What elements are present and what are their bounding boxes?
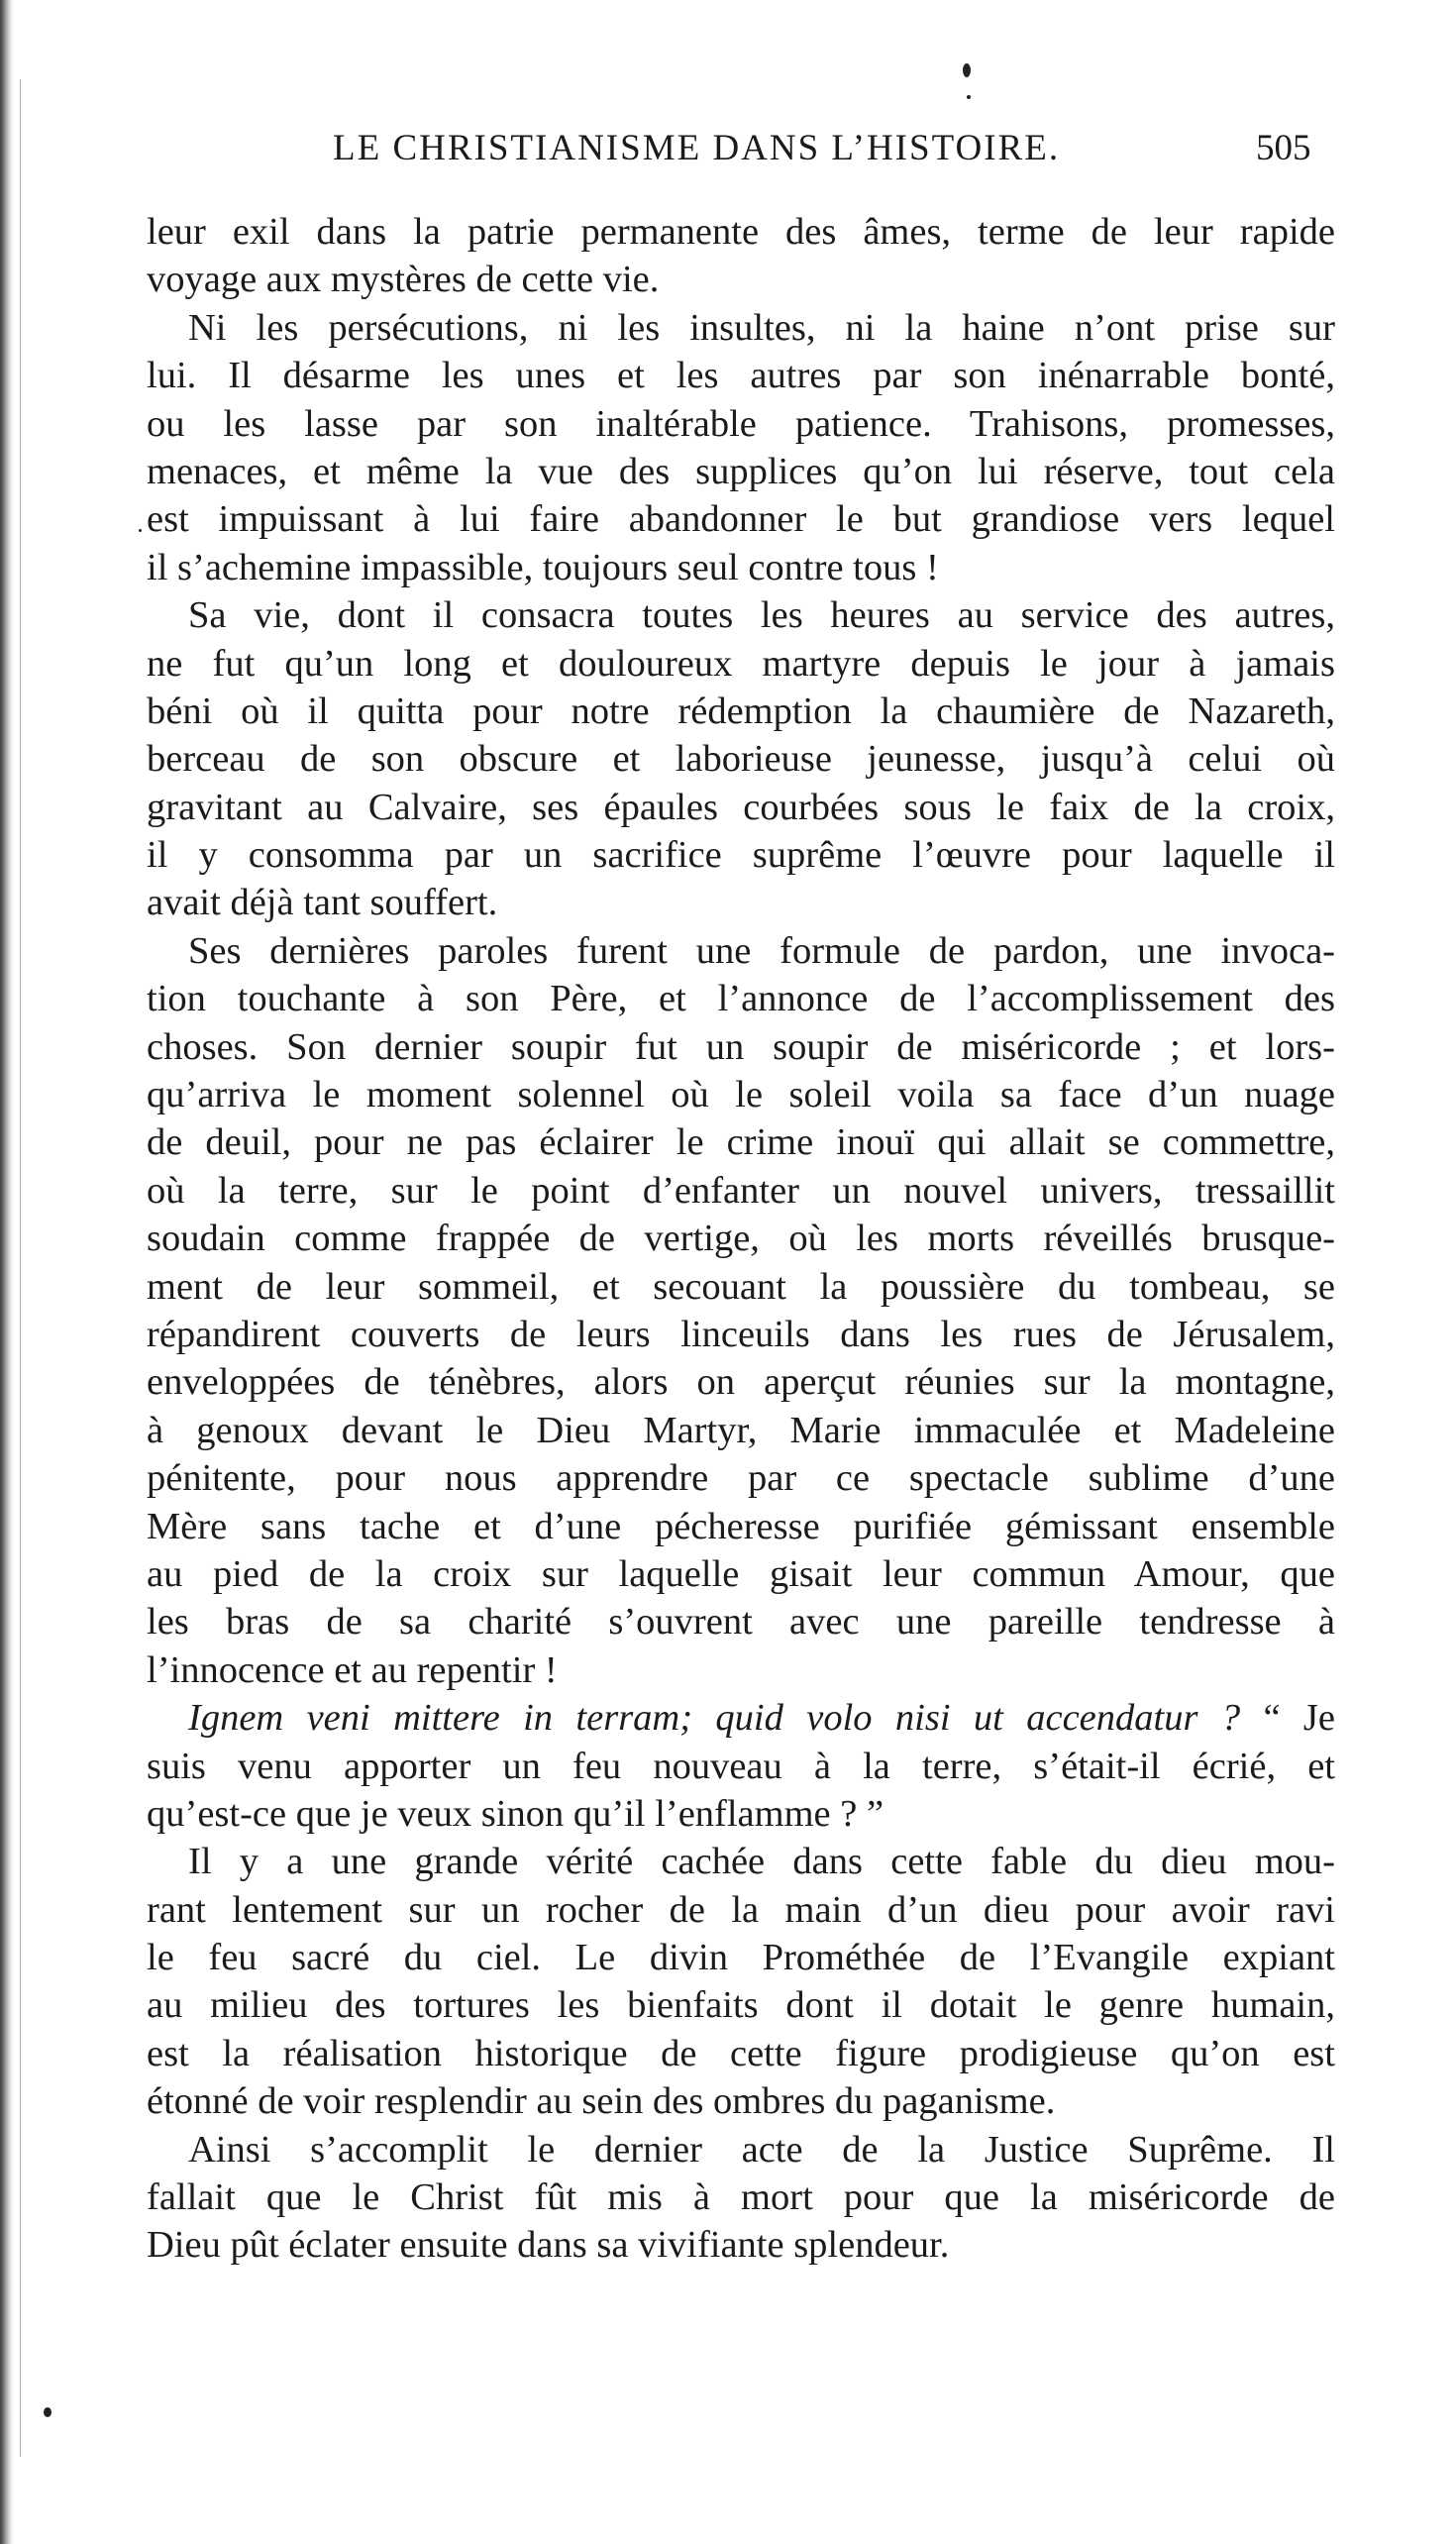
text-line: qu’arriva le moment solennel où le soleil voila sa face d’un nuage <box>147 1074 1335 1116</box>
text-line: Ni les persécutions, ni les insultes, ni la haine n’ont prise sur <box>188 306 1335 349</box>
text-line: Dieu pût éclater ensuite dans sa vivifiante splendeur. <box>147 2224 950 2267</box>
text-line: menaces, et même la vue des supplices qu’on lui réserve, tout cela <box>147 450 1335 492</box>
text-line: ment de leur sommeil, et secouant la poussière du tombeau, se <box>147 1265 1335 1308</box>
text-line: lui. Il désarme les unes et les autres par son inénarrable bonté, <box>147 355 1335 397</box>
text-line: Mère sans tache et d’une pécheresse purifiée gémissant ensemble <box>147 1505 1335 1547</box>
text-line: berceau de son obscure et laborieuse jeunesse, jusqu’à celui où <box>147 738 1335 781</box>
text-line: qu’est-ce que je veux sinon qu’il l’enflamme ? ” <box>147 1792 884 1835</box>
text-line: choses. Son dernier soupir fut un soupir de miséricorde ; et lors- <box>147 1025 1335 1068</box>
text-line: il s’achemine impassible, toujours seul contre tous ! <box>147 546 939 588</box>
text-line: pénitente, pour nous apprendre par ce spectacle sublime d’une <box>147 1457 1335 1500</box>
ink-speck <box>139 529 142 532</box>
text-line: il y consomma par un sacrifice suprême l’œuvre pour laquelle il <box>147 834 1335 877</box>
text-line: ne fut qu’un long et douloureux martyre depuis le jour à jamais <box>147 642 1335 685</box>
text-line: ou les lasse par son inaltérable patience. Trahisons, promesses, <box>147 402 1335 445</box>
text-line: béni où il quitta pour notre rédemption la chaumière de Nazareth, <box>147 689 1335 732</box>
text-line: soudain comme frappée de vertige, où les morts réveillés brusque- <box>147 1218 1335 1260</box>
binding-edge-line <box>20 79 21 2457</box>
text-line: où la terre, sur le point d’enfanter un nouvel univers, tressaillit <box>147 1169 1335 1212</box>
running-header <box>147 127 1335 182</box>
text-line: suis venu apporter un feu nouveau à la terre, s’était-il écrié, et <box>147 1745 1335 1787</box>
text-line: Ainsi s’accomplit le dernier acte de la Justice Suprême. Il <box>188 2128 1335 2171</box>
text-line: le feu sacré du ciel. Le divin Prométhée de l’Evangile expiant <box>147 1937 1335 1979</box>
text-line: fallait que le Christ fût mis à mort pour que la miséricorde de <box>147 2176 1335 2219</box>
text-line: répandirent couverts de leurs linceuils dans les rues de Jérusalem, <box>147 1313 1335 1355</box>
text-line: est impuissant à lui faire abandonner le but grandiose vers lequel <box>147 498 1335 541</box>
text-line: est la réalisation historique de cette figure prodigieuse qu’on est <box>147 2032 1335 2074</box>
running-title: LE CHRISTIANISME DANS L’HISTOIRE. <box>333 128 1061 168</box>
text-line: Il y a une grande vérité cachée dans cette fable du dieu mou- <box>188 1841 1335 1883</box>
ink-speck <box>44 2407 52 2417</box>
text-line: au pied de la croix sur laquelle gisait leur commun Amour, que <box>147 1552 1335 1595</box>
text-line: enveloppées de ténèbres, alors on aperçut réunies sur la montagne, <box>147 1361 1335 1404</box>
binding-shadow <box>0 0 14 2544</box>
text-line: au milieu des tortures les bienfaits dont il dotait le genre humain, <box>147 1984 1335 2027</box>
text-line: Sa vie, dont il consacra toutes les heures au service des autres, <box>188 594 1335 637</box>
text-line: les bras de sa charité s’ouvrent avec une pareille tendresse à <box>147 1601 1335 1643</box>
text-line: étonné de voir resplendir au sein des ombres du paganisme. <box>147 2080 1056 2123</box>
latin-quote-line <box>147 1694 1335 1742</box>
text-line: de deuil, pour ne pas éclairer le crime inouï qui allait se commettre, <box>147 1121 1335 1164</box>
latin-quote: Ignem veni mittere in terram; quid volo nisi ut accendatur ? <box>188 1697 1241 1740</box>
body-text <box>147 208 1335 2270</box>
text-line: gravitant au Calvaire, ses épaules courbées sous le faix de la croix, <box>147 786 1335 828</box>
text-line: tion touchante à son Père, et l’annonce de l’accomplissement des <box>147 978 1335 1020</box>
text-line: Ses dernières paroles furent une formule de pardon, une invoca- <box>188 929 1335 972</box>
quote-opening: “ Je <box>1263 1697 1336 1740</box>
text-line: à genoux devant le Dieu Martyr, Marie immaculée et Madeleine <box>147 1409 1335 1451</box>
ink-speck <box>963 63 971 77</box>
text-line: l’innocence et au repentir ! <box>147 1648 558 1691</box>
ink-speck <box>967 95 971 99</box>
text-line: rant lentement sur un rocher de la main d’un dieu pour avoir ravi <box>147 1888 1335 1931</box>
text-line: avait déjà tant souffert. <box>147 882 498 924</box>
text-line: voyage aux mystères de cette vie. <box>147 259 660 301</box>
page-number: 505 <box>1256 128 1311 168</box>
text-line: leur exil dans la patrie permanente des âmes, terme de leur rapide <box>147 211 1335 253</box>
